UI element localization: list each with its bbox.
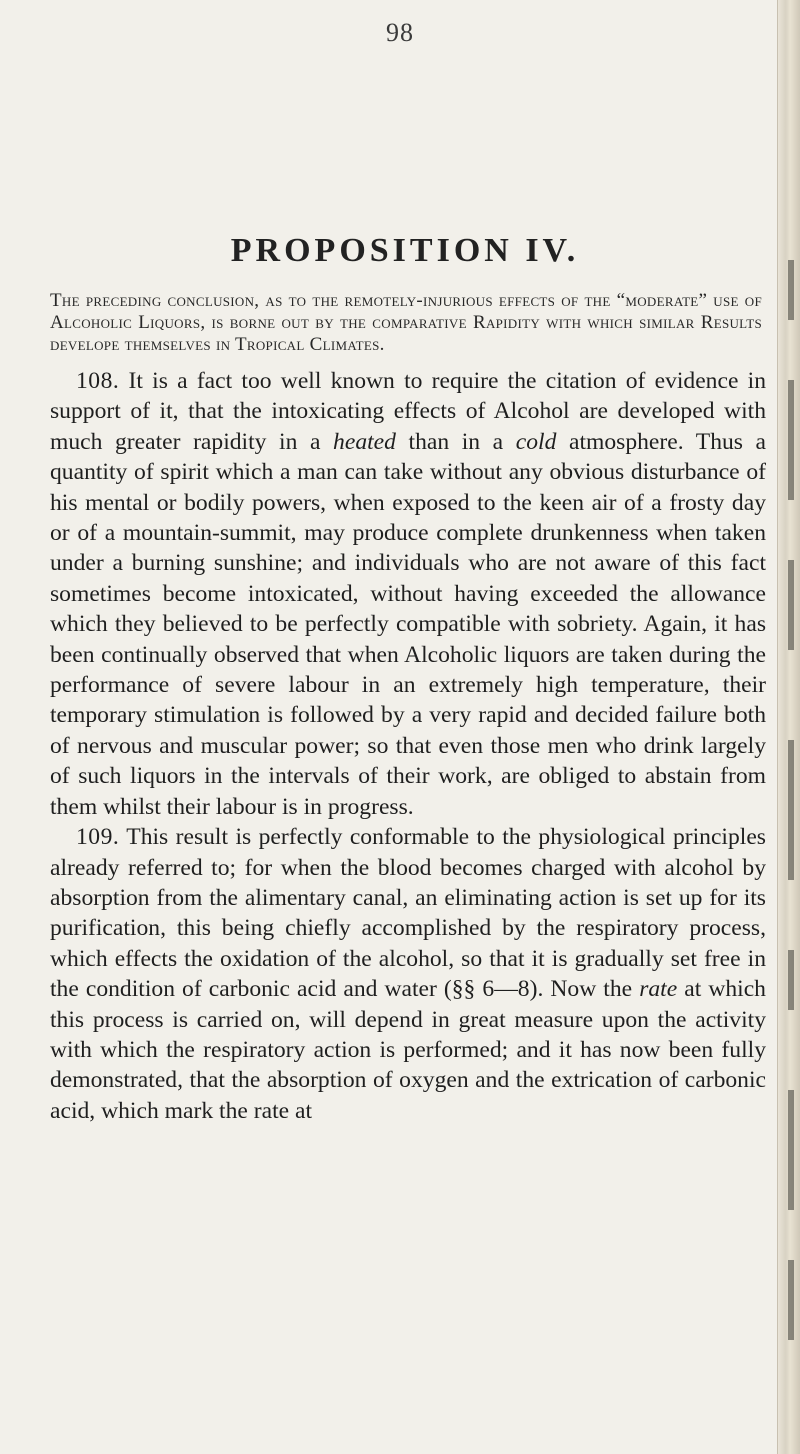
spine-shadow	[788, 950, 794, 1010]
paragraph-108	[50, 366, 766, 822]
paragraph-text: than in a	[408, 428, 504, 455]
spine-shadow	[788, 260, 794, 320]
spine-shadow	[788, 740, 794, 880]
paragraph-text: It is a fact too well known to require the citation of evidence in support of it, that the intoxicating effects of Alcohol are developed with much greater rapidity in a	[50, 368, 767, 455]
paragraph-text: at which this process is carried on, will depend in great measure upon the activity with which the respiratory action is performed; and it has now been fully demonstrated, that the absorption of oxygen and the extrication of carbonic acid, which mark the rate at	[50, 976, 766, 1124]
emphasis-cold: cold	[515, 428, 557, 455]
paragraph-text: atmosphere. Thus a quantity of spirit which a man can take without any obvious disturbance of his mental or bodily powers, when exposed to the keen air of a frosty day or of a mountain-summit, may produce complete drunkenness when taken under a burning sunshine; and individuals who are not aware of this fact sometimes become intoxicated, without having exceeded the allowance which they believed to be perfectly compatible with sobriety. Again, it has been continually observed that when Alcoholic liquors are taken during the performance of severe labour in an extremely high temperature, their temporary stimulation is followed by a very rapid and decided failure both of nervous and muscular power; so that even those men who drink largely of such liquors in the intervals of their work, are obliged to abstain from them whilst their labour is in progress.	[50, 428, 767, 820]
proposition-summary: The preceding conclusion, as to the remotely-injurious effects of the “moderate” use of Alcoholic Liquors, is borne out by the comparative Rapidity with which similar Results develope themselves in Tropical Climates.	[50, 290, 762, 355]
paragraph-number: 109.	[76, 824, 120, 851]
emphasis-rate: rate	[639, 976, 678, 1003]
paragraph-text: This result is perfectly conformable to the physiological principles already referred to; for when the blood becomes charged with alcohol by absorption from the alimentary canal, an eliminating action is set up for its purification, this being chiefly accomplished by the respiratory process, which effects the oxidation of the alcohol, so that it is gradually set free in the condition of carbonic acid and water (§§ 6—8). Now the	[50, 824, 766, 1003]
page-content	[44, 232, 766, 1126]
proposition-heading: PROPOSITION IV.	[230, 232, 580, 269]
paragraph-109	[50, 822, 766, 1126]
page-number: 98	[386, 18, 414, 47]
spine-shadow	[788, 1260, 794, 1340]
book-spine-edge	[777, 0, 800, 1454]
spine-shadow	[788, 560, 794, 650]
emphasis-heated: heated	[333, 428, 396, 455]
spine-shadow	[788, 1090, 794, 1210]
spine-shadow	[788, 380, 794, 500]
paragraph-number: 108.	[76, 368, 120, 394]
